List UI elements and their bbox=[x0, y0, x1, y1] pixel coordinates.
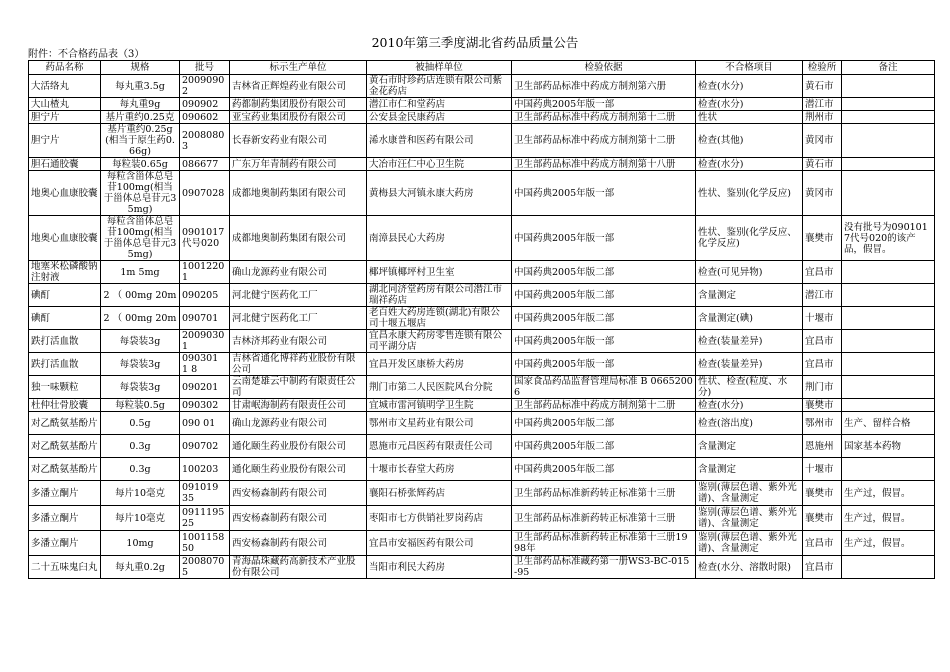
failed-item-cell: 检查(装量差异) bbox=[696, 330, 803, 353]
drug-name-cell: 杜仲壮骨胶囊 bbox=[29, 399, 101, 412]
batch-cell: 0901017代号020 bbox=[180, 216, 230, 261]
col-header-note: 备注 bbox=[842, 61, 935, 75]
note-cell bbox=[842, 111, 935, 124]
batch-cell: 090301 1 8 bbox=[180, 353, 230, 376]
test-basis-cell: 中国药典2005年版一部 bbox=[512, 216, 696, 261]
batch-cell: 091019 35 bbox=[180, 481, 230, 506]
lab-cell: 宜昌市 bbox=[803, 330, 842, 353]
table-row bbox=[29, 506, 935, 531]
test-basis-cell: 卫生部药品标准中药成方制剂第十二册 bbox=[512, 124, 696, 158]
sampled-unit-cell: 浠水康普和医药有限公司 bbox=[367, 124, 512, 158]
drug-name-cell: 多潘立酮片 bbox=[29, 481, 101, 506]
test-basis-cell: 中国药典2005年版二部 bbox=[512, 412, 696, 435]
col-header-manufacturer: 标示生产单位 bbox=[230, 61, 367, 75]
note-cell bbox=[842, 171, 935, 216]
failed-item-cell: 鉴别(薄层色谱、紫外光谱)、含量测定 bbox=[696, 506, 803, 531]
batch-cell: 20080705 bbox=[180, 556, 230, 579]
note-cell bbox=[842, 158, 935, 171]
batch-cell: 090702 bbox=[180, 435, 230, 458]
drug-name-cell: 大活络丸 bbox=[29, 75, 101, 98]
spec-cell: 每袋装3g bbox=[101, 330, 180, 353]
spec-cell: 每粒含甾体总皂苷100mg(相当于甾体总皂苷元35mg) bbox=[101, 216, 180, 261]
test-basis-cell: 中国药典2005年版一部 bbox=[512, 353, 696, 376]
note-cell bbox=[842, 330, 935, 353]
manufacturer-cell: 确山龙源药业有限公司 bbox=[230, 412, 367, 435]
spec-cell: 0.3g bbox=[101, 458, 180, 481]
test-basis-cell: 卫生部药品标准新药转正标准第十三册 bbox=[512, 506, 696, 531]
test-basis-cell: 中国药典2005年版二部 bbox=[512, 261, 696, 284]
failed-item-cell: 性状、鉴别(化学反应、化学反应) bbox=[696, 216, 803, 261]
spec-cell: 10mg bbox=[101, 531, 180, 556]
spec-cell: 2 （ 00mg 20m bbox=[101, 284, 180, 307]
spec-cell: 每粒装0.5g bbox=[101, 399, 180, 412]
batch-cell: 090602 bbox=[180, 111, 230, 124]
failed-item-cell: 鉴别(薄层色谱、紫外光谱)、含量测定 bbox=[696, 481, 803, 506]
manufacturer-cell: 吉林省通化博祥药业股份有限公司 bbox=[230, 353, 367, 376]
sampled-unit-cell: 宜城市雷河镇明学卫生院 bbox=[367, 399, 512, 412]
spec-cell: 基片重约0.25g(相当于原生药0.66g) bbox=[101, 124, 180, 158]
manufacturer-cell: 通化颐生药业股份有限公司 bbox=[230, 458, 367, 481]
note-cell bbox=[842, 98, 935, 111]
drug-name-cell: 独一味颗粒 bbox=[29, 376, 101, 399]
sampled-unit-cell: 黄梅县大河镇永康大药房 bbox=[367, 171, 512, 216]
manufacturer-cell: 青海晶珠藏药高新技术产业股份有限公司 bbox=[230, 556, 367, 579]
test-basis-cell: 中国药典2005年版二部 bbox=[512, 435, 696, 458]
table-row bbox=[29, 353, 935, 376]
col-header-lab: 检验所 bbox=[803, 61, 842, 75]
sampled-unit-cell: 襄阳石桥张辉药店 bbox=[367, 481, 512, 506]
manufacturer-cell: 云南楚雄云中制药有限责任公司 bbox=[230, 376, 367, 399]
batch-cell: 100115850 bbox=[180, 531, 230, 556]
failed-item-cell: 检查(水分) bbox=[696, 158, 803, 171]
spec-cell: 每袋装3g bbox=[101, 353, 180, 376]
table-row bbox=[29, 399, 935, 412]
failed-item-cell: 检查(装量差异) bbox=[696, 353, 803, 376]
lab-cell: 黄冈市 bbox=[803, 124, 842, 158]
table-row bbox=[29, 330, 935, 353]
batch-cell: 091119525 bbox=[180, 506, 230, 531]
manufacturer-cell: 吉林省正辉煌药业有限公司 bbox=[230, 75, 367, 98]
table-row bbox=[29, 412, 935, 435]
test-basis-cell: 卫生部药品标准中药成方制剂第十八册 bbox=[512, 158, 696, 171]
spec-cell: 0.5g bbox=[101, 412, 180, 435]
note-cell: 没有批号为0901017代号020的该产品，假冒。 bbox=[842, 216, 935, 261]
batch-cell: 20090301 bbox=[180, 330, 230, 353]
manufacturer-cell: 长春新安药业有限公司 bbox=[230, 124, 367, 158]
failed-item-cell: 含量测定(碘) bbox=[696, 307, 803, 330]
drug-name-cell: 对乙酰氨基酚片 bbox=[29, 435, 101, 458]
col-header-test-basis: 检验依据 bbox=[512, 61, 696, 75]
spec-cell: 每丸重3.5g bbox=[101, 75, 180, 98]
note-cell: 国家基本药物 bbox=[842, 435, 935, 458]
col-header-drug-name: 药品名称 bbox=[29, 61, 101, 75]
batch-cell: 090205 bbox=[180, 284, 230, 307]
note-cell bbox=[842, 261, 935, 284]
failed-item-cell: 检查(可见异物) bbox=[696, 261, 803, 284]
batch-cell: 090 01 bbox=[180, 412, 230, 435]
batch-cell: 20090902 bbox=[180, 75, 230, 98]
manufacturer-cell: 成都地奥制药集团有限公司 bbox=[230, 216, 367, 261]
drug-name-cell: 胆石通胶囊 bbox=[29, 158, 101, 171]
sampled-unit-cell: 当阳市利民大药房 bbox=[367, 556, 512, 579]
manufacturer-cell: 西安杨森制药有限公司 bbox=[230, 506, 367, 531]
table-header-row bbox=[29, 61, 935, 75]
drug-name-cell: 跌打活血散 bbox=[29, 353, 101, 376]
spec-cell: 基片重约0.25克 bbox=[101, 111, 180, 124]
sampled-unit-cell: 大冶市汪仁中心卫生院 bbox=[367, 158, 512, 171]
sampled-unit-cell: 宜昌永康大药房零售连锁有限公司平湖分店 bbox=[367, 330, 512, 353]
failed-item-cell: 性状 bbox=[696, 111, 803, 124]
manufacturer-cell: 甘肃岷海制药有限责任公司 bbox=[230, 399, 367, 412]
lab-cell: 黄冈市 bbox=[803, 171, 842, 216]
failed-item-cell: 含量测定 bbox=[696, 458, 803, 481]
table-row bbox=[29, 98, 935, 111]
table-row bbox=[29, 376, 935, 399]
table-row bbox=[29, 531, 935, 556]
failed-item-cell: 检查(水分) bbox=[696, 399, 803, 412]
col-header-spec: 规格 bbox=[101, 61, 180, 75]
failed-item-cell: 检查(水分) bbox=[696, 98, 803, 111]
failed-item-cell: 检查(溶出度) bbox=[696, 412, 803, 435]
table-row bbox=[29, 284, 935, 307]
sampled-unit-cell: 荆门市第二人民医院风台分院 bbox=[367, 376, 512, 399]
failed-item-cell: 检查(其他) bbox=[696, 124, 803, 158]
spec-cell: 每片10毫克 bbox=[101, 506, 180, 531]
note-cell: 生产过，假冒。 bbox=[842, 506, 935, 531]
drug-name-cell: 胆宁片 bbox=[29, 124, 101, 158]
drug-name-cell: 二十五味鬼臼丸 bbox=[29, 556, 101, 579]
spec-cell: 每片10毫克 bbox=[101, 481, 180, 506]
test-basis-cell: 卫生部药品标准中药成方制剂第六册 bbox=[512, 75, 696, 98]
lab-cell: 十堰市 bbox=[803, 458, 842, 481]
test-basis-cell: 卫生部药品标准藏药第一册WS3-BC-015 -95 bbox=[512, 556, 696, 579]
note-cell bbox=[842, 124, 935, 158]
table-row bbox=[29, 111, 935, 124]
table-row bbox=[29, 261, 935, 284]
failed-item-cell: 鉴别(薄层色谱、紫外光谱)、含量测定 bbox=[696, 531, 803, 556]
sampled-unit-cell: 枣阳市七方供销社罗岗药店 bbox=[367, 506, 512, 531]
test-basis-cell: 卫生部药品标准中药成方制剂第十二册 bbox=[512, 111, 696, 124]
drug-name-cell: 对乙酰氨基酚片 bbox=[29, 412, 101, 435]
note-cell: 生产过，假冒。 bbox=[842, 481, 935, 506]
table-row bbox=[29, 556, 935, 579]
sampled-unit-cell: 恩施市元昌医药有限责任公司 bbox=[367, 435, 512, 458]
sampled-unit-cell: 潜江市仁和堂药店 bbox=[367, 98, 512, 111]
note-cell: 生产过，假冒。 bbox=[842, 531, 935, 556]
spec-cell: 0.3g bbox=[101, 435, 180, 458]
manufacturer-cell: 亚宝药业集团股份有限公司 bbox=[230, 111, 367, 124]
spec-cell: 每丸重9g bbox=[101, 98, 180, 111]
failed-item-cell: 性状、鉴别(化学反应) bbox=[696, 171, 803, 216]
test-basis-cell: 中国药典2005年版一部 bbox=[512, 171, 696, 216]
lab-cell: 宜昌市 bbox=[803, 261, 842, 284]
sampled-unit-cell: 公安县金民康药店 bbox=[367, 111, 512, 124]
note-cell bbox=[842, 284, 935, 307]
sampled-unit-cell: 宜昌市安福医药有限公司 bbox=[367, 531, 512, 556]
batch-cell: 090701 bbox=[180, 307, 230, 330]
sampled-unit-cell: 南漳县民心大药房 bbox=[367, 216, 512, 261]
manufacturer-cell: 西安杨森制药有限公司 bbox=[230, 481, 367, 506]
spec-cell: 每粒含甾体总皂苷100mg(相当于甾体总皂苷元35mg) bbox=[101, 171, 180, 216]
test-basis-cell: 中国药典2005年版二部 bbox=[512, 458, 696, 481]
manufacturer-cell: 河北健宁医药化工厂 bbox=[230, 307, 367, 330]
lab-cell: 襄樊市 bbox=[803, 481, 842, 506]
note-cell bbox=[842, 556, 935, 579]
lab-cell: 黄石市 bbox=[803, 75, 842, 98]
lab-cell: 潜江市 bbox=[803, 284, 842, 307]
table-row bbox=[29, 216, 935, 261]
sampled-unit-cell: 湖北同济堂药房有限公司潜江市瑞祥药店 bbox=[367, 284, 512, 307]
spec-cell: 2 （ 00mg 20m bbox=[101, 307, 180, 330]
lab-cell: 恩施州 bbox=[803, 435, 842, 458]
table-row bbox=[29, 458, 935, 481]
lab-cell: 荆门市 bbox=[803, 376, 842, 399]
table-row bbox=[29, 124, 935, 158]
manufacturer-cell: 通化颐生药业股份有限公司 bbox=[230, 435, 367, 458]
batch-cell: 090302 bbox=[180, 399, 230, 412]
sampled-unit-cell: 椰坪镇椰坪村卫生室 bbox=[367, 261, 512, 284]
manufacturer-cell: 药都制药集团股份有限公司 bbox=[230, 98, 367, 111]
test-basis-cell: 卫生部药品标准新药转正标准第十三册 bbox=[512, 481, 696, 506]
lab-cell: 宜昌市 bbox=[803, 531, 842, 556]
lab-cell: 潜江市 bbox=[803, 98, 842, 111]
note-cell: 生产、留样合格 bbox=[842, 412, 935, 435]
test-basis-cell: 卫生部药品标准中药成方制剂第十二册 bbox=[512, 399, 696, 412]
lab-cell: 十堰市 bbox=[803, 307, 842, 330]
drug-name-cell: 对乙酰氨基酚片 bbox=[29, 458, 101, 481]
manufacturer-cell: 西安杨森制药有限公司 bbox=[230, 531, 367, 556]
failed-item-cell: 检查(水分、溶散时限) bbox=[696, 556, 803, 579]
table-row bbox=[29, 158, 935, 171]
test-basis-cell: 中国药典2005年版一部 bbox=[512, 98, 696, 111]
attachment-label: 附件：不合格药品表（3） bbox=[28, 49, 145, 60]
sampled-unit-cell: 老百姓大药房连锁(湖北)有限公司十堰五堰店 bbox=[367, 307, 512, 330]
drug-name-cell: 地塞米松磷酸钠注射液 bbox=[29, 261, 101, 284]
table-row bbox=[29, 435, 935, 458]
failed-item-cell: 含量测定 bbox=[696, 284, 803, 307]
failed-item-cell: 检查(水分) bbox=[696, 75, 803, 98]
lab-cell: 黄石市 bbox=[803, 158, 842, 171]
note-cell bbox=[842, 307, 935, 330]
lab-cell: 荆州市 bbox=[803, 111, 842, 124]
manufacturer-cell: 吉林济邦药业有限公司 bbox=[230, 330, 367, 353]
manufacturer-cell: 成都地奥制药集团有限公司 bbox=[230, 171, 367, 216]
col-header-sampled-unit: 被抽样单位 bbox=[367, 61, 512, 75]
spec-cell: 每粒装0.65g bbox=[101, 158, 180, 171]
batch-cell: 090902 bbox=[180, 98, 230, 111]
note-cell bbox=[842, 458, 935, 481]
drug-name-cell: 碘酊 bbox=[29, 284, 101, 307]
report-title: 2010年第三季度湖北省药品质量公告 bbox=[371, 35, 579, 50]
test-basis-cell: 中国药典2005年版一部 bbox=[512, 330, 696, 353]
batch-cell: 100203 bbox=[180, 458, 230, 481]
test-basis-cell: 中国药典2005年版二部 bbox=[512, 284, 696, 307]
drug-name-cell: 多潘立酮片 bbox=[29, 531, 101, 556]
table-row bbox=[29, 171, 935, 216]
drug-name-cell: 地奥心血康胶囊 bbox=[29, 171, 101, 216]
table-row bbox=[29, 481, 935, 506]
note-cell bbox=[842, 399, 935, 412]
batch-cell: 10012201 bbox=[180, 261, 230, 284]
sampled-unit-cell: 宜昌开发区康桥大药房 bbox=[367, 353, 512, 376]
lab-cell: 宜昌市 bbox=[803, 556, 842, 579]
test-basis-cell: 卫生部药品标准新药转正标准第十三册1998年 bbox=[512, 531, 696, 556]
drug-name-cell: 地奥心血康胶囊 bbox=[29, 216, 101, 261]
lab-cell: 襄樊市 bbox=[803, 506, 842, 531]
drug-name-cell: 多潘立酮片 bbox=[29, 506, 101, 531]
note-cell bbox=[842, 353, 935, 376]
note-cell bbox=[842, 376, 935, 399]
unqualified-drugs-table bbox=[28, 60, 935, 579]
lab-cell: 襄樊市 bbox=[803, 216, 842, 261]
manufacturer-cell: 广东万年青制药有限公司 bbox=[230, 158, 367, 171]
lab-cell: 鄂州市 bbox=[803, 412, 842, 435]
drug-name-cell: 跌打活血散 bbox=[29, 330, 101, 353]
manufacturer-cell: 确山龙源药业有限公司 bbox=[230, 261, 367, 284]
note-cell bbox=[842, 75, 935, 98]
test-basis-cell: 国家食品药品监督管理局标准 B 06652006 bbox=[512, 376, 696, 399]
table-row bbox=[29, 75, 935, 98]
batch-cell: 086677 bbox=[180, 158, 230, 171]
drug-name-cell: 碘酊 bbox=[29, 307, 101, 330]
batch-cell: 20080803 bbox=[180, 124, 230, 158]
table-row bbox=[29, 307, 935, 330]
col-header-failed-item: 不合格项目 bbox=[696, 61, 803, 75]
drug-name-cell: 大山楂丸 bbox=[29, 98, 101, 111]
sampled-unit-cell: 十堰市长春堂大药房 bbox=[367, 458, 512, 481]
lab-cell: 襄樊市 bbox=[803, 399, 842, 412]
failed-item-cell: 性状、检查(粒度、水分) bbox=[696, 376, 803, 399]
test-basis-cell: 中国药典2005年版二部 bbox=[512, 307, 696, 330]
col-header-batch: 批号 bbox=[180, 61, 230, 75]
batch-cell: 0907028 bbox=[180, 171, 230, 216]
manufacturer-cell: 河北健宁医药化工厂 bbox=[230, 284, 367, 307]
failed-item-cell: 含量测定 bbox=[696, 435, 803, 458]
drug-name-cell: 胆宁片 bbox=[29, 111, 101, 124]
spec-cell: 1m 5mg bbox=[101, 261, 180, 284]
batch-cell: 090201 bbox=[180, 376, 230, 399]
sampled-unit-cell: 黄石市时珍药店连锁有限公司紫金花药店 bbox=[367, 75, 512, 98]
spec-cell: 每丸重0.2g bbox=[101, 556, 180, 579]
lab-cell: 宜昌市 bbox=[803, 353, 842, 376]
sampled-unit-cell: 鄂州市文星药业有限公司 bbox=[367, 412, 512, 435]
spec-cell: 每袋装3g bbox=[101, 376, 180, 399]
